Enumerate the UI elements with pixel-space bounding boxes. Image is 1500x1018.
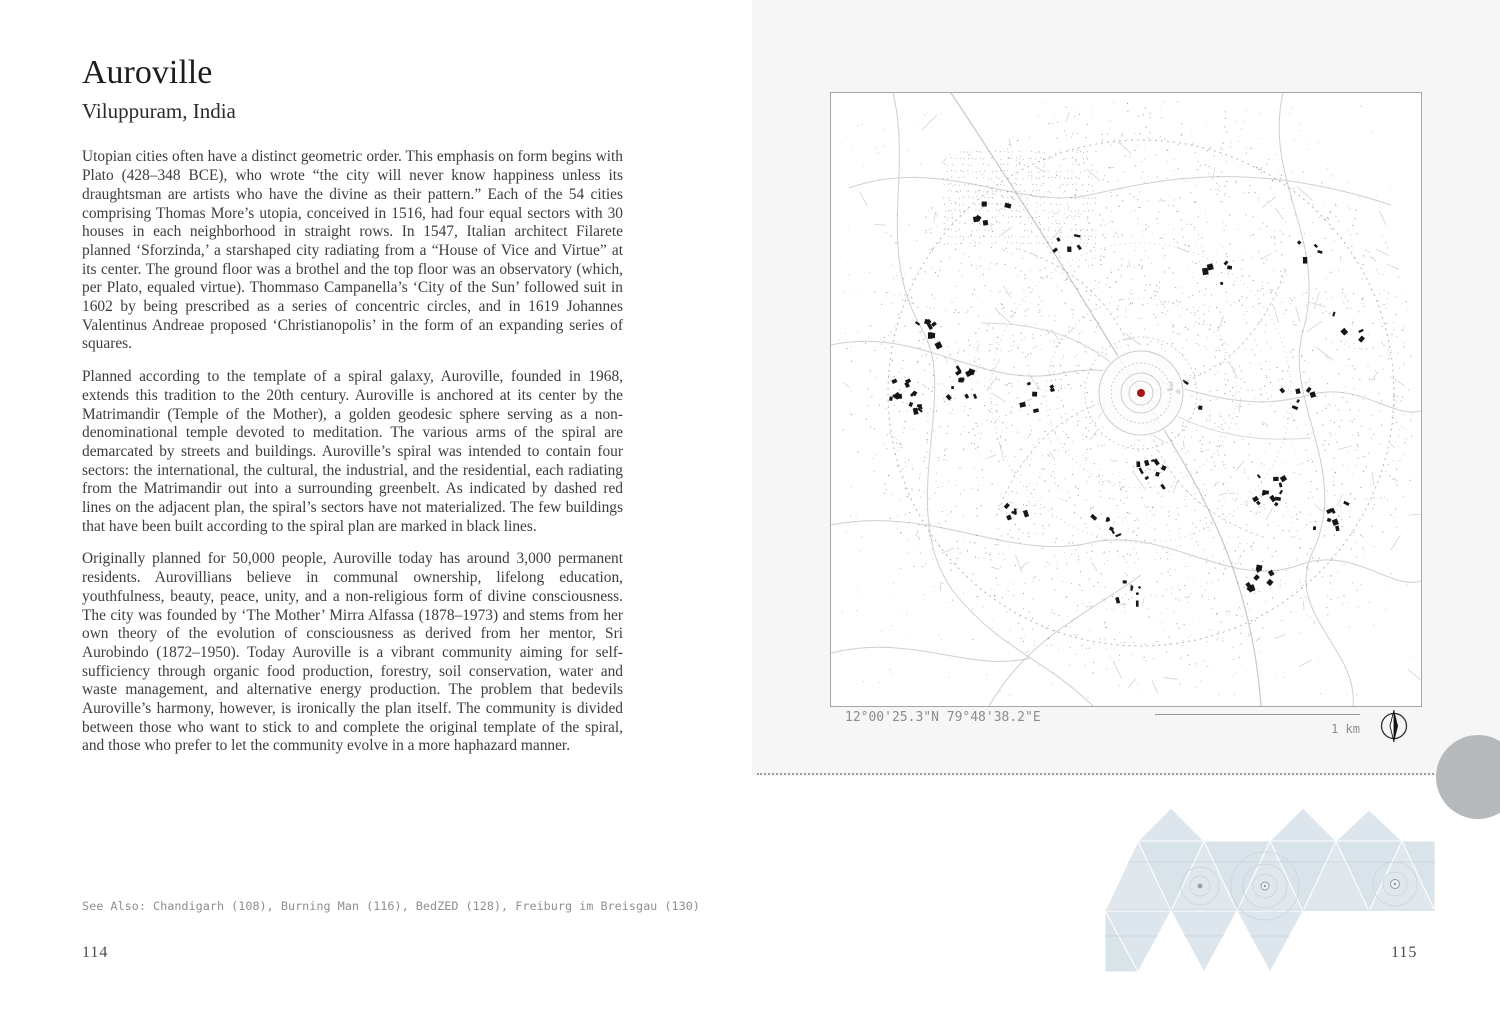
- left-page: [82, 54, 623, 756]
- see-also-line: See Also: Chandigarh (108), Burning Man (116), BedZED (128), Freiburg im Breisgau (130): [82, 899, 700, 913]
- page-title: Auroville: [82, 54, 213, 91]
- matrimandir-center: [1085, 337, 1197, 449]
- body-copy: [82, 148, 623, 756]
- paragraph-community: Originally planned for 50,000 people, Auroville today has around 3,000 permanent residents. Aurovillians believe in communal ownership, lifelong education, youthfulness, beauty, peace, unity, and a non-religious form of divine consciousness. The city was founded by ‘The Mother’ Mirra Alfassa (1878–1973) and stems from her own theory of the evolution of consciousness as derived from her mentor, Sri Aurobindo (1872–1950). Today Auroville is a vibrant community aiming for self-sufficiency through organic food production, forestry, soil conservation, water and waste management, and alternative energy production. The problem that bedevils Auroville’s harmony, however, is ironically the plan itself. The community is divided between those who want to stick to and complete the original template of the spiral, and those who prefer to let the community evolve in a more haphazard manner.: [82, 550, 623, 755]
- page-subtitle: Viluppuram, India: [82, 99, 236, 124]
- unfolded-globe-net: [1105, 806, 1435, 976]
- scale-bar-label: 1 km: [1331, 722, 1360, 736]
- matrimandir-marker: [1137, 389, 1145, 397]
- paragraph-spiral-plan: Planned according to the template of a spiral galaxy, Auroville, founded in 1968, extends this tradition to the 20th century. Auroville is anchored at its center by the Matrimandir (Temple of the Mother), a golden geodesic sphere serving as a non-denominational temple devoted to meditation. The various arms of the spiral are demarcated by streets and buildings. Auroville’s spiral was intended to contain four sectors: the international, the cultural, the industrial, and the residential, each radiating from the Matrimandir out into a surrounding greenbelt. As indicated by dashed red lines on the adjacent plan, the spiral’s sectors have not materialized. The few buildings that have been built according to the spiral plan are marked in black lines.: [82, 368, 623, 535]
- city-plan-svg: [831, 93, 1421, 706]
- page-number-right: 115: [1391, 944, 1418, 961]
- paragraph-history: Utopian cities often have a distinct geometric order. This emphasis on form begins with Plato (428–348 BCE), who wrote “the city will never know happiness unless its draughtsman are artists who have the divine as their pattern.” Each of the 54 cities comprising Thomas More’s utopia, conceived in 1516, had four equal sectors with 30 houses in each neighborhood in straight rows. In 1547, Italian architect Filarete planned ‘Sforzinda,’ a starshaped city radiating from a “House of Vice and Virtue” at its center. The ground floor was a brothel and the top floor was an observatory (which, per Plato, equaled virtue). Thommaso Campanella’s ‘City of the Sun’ followed suit in 1602 by being prescribed as a series of concentric circles, and in 1619 Johannes Valentinus Andreae proposed ‘Christianopolis’ in the form of an expanding series of squares.: [82, 148, 623, 353]
- city-plan-map: [830, 92, 1422, 707]
- page-number-left: 114: [82, 944, 109, 961]
- compass-icon: [1377, 700, 1411, 744]
- dotted-divider: [757, 773, 1457, 775]
- scale-bar: [1155, 714, 1360, 715]
- map-coordinates: 12°00'25.3"N 79°48'38.2"E: [845, 710, 1041, 725]
